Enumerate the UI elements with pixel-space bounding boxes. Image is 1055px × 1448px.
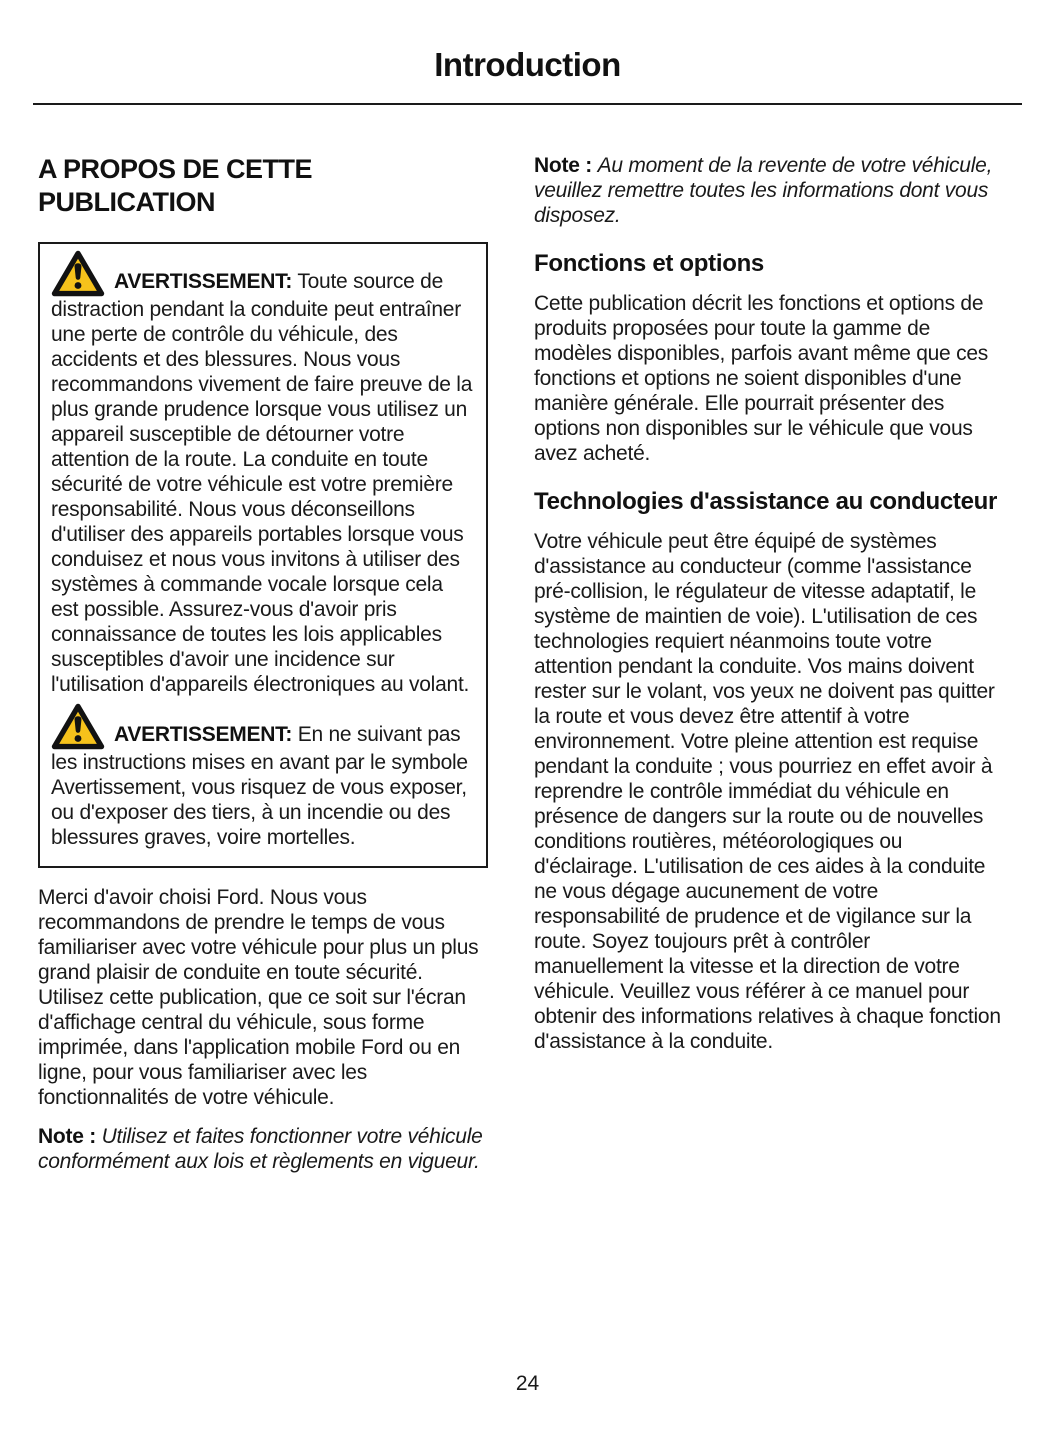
page-header	[33, 46, 1022, 105]
section-heading-about-publication: A PROPOS DE CETTE PUBLICATION	[38, 154, 313, 217]
warning-paragraph-2	[51, 703, 475, 850]
warning-paragraph-1	[51, 250, 475, 697]
left-column	[38, 153, 488, 1174]
header-divider	[33, 103, 1022, 105]
warning-box	[38, 242, 488, 868]
note-text: Utilisez et faites fonctionner votre véhicule conformément aux lois et règlements en vigueur.	[38, 1125, 483, 1173]
section-heading-technologies-assistance: Technologies d'assistance au conducteur	[534, 488, 998, 515]
right-column	[534, 153, 1002, 1174]
warning-text: Toute source de distraction pendant la conduite peut entraîner une perte de contrôle du véhicule, des accidents et des blessures. Nous vous recommandons vivement de faire preuve de la plus grande prudence lorsque vous utilisez un appareil susceptible de détourner votre attention de la route. La conduite en toute sécurité de votre véhicule est votre première responsabilité. Nous vous déconseillons d'utiliser des appareils portables lorsque vous conduisez et nous vous invitons à utiliser des systèmes à commande vocale lorsque cela est possible. Assurez-vous d'avoir pris connaissance de toutes les lois applicables susceptibles d'avoir une incidence sur l'utilisation d'appareils électroniques au volant.	[51, 270, 473, 696]
page-title: Introduction	[434, 46, 621, 83]
warning-text: En ne suivant pas les instructions mises en avant par le symbole Avertissement, vous risquez de vous exposer, ou d'exposer des tiers, à un incendie ou des blessures graves, voire mortelles.	[51, 723, 468, 849]
intro-paragraph: Merci d'avoir choisi Ford. Nous vous recommandons de prendre le temps de vous familiariser avec votre véhicule pour plus un plus grand plaisir de conduite en toute sécurité. Utilisez cette publication, que ce soit sur l'écran d'affichage central du véhicule, sous forme imprimée, dans l'application mobile Ford ou en ligne, pour vous familiariser avec les fonctionnalités de votre véhicule.	[38, 886, 479, 1109]
note-label: Note :	[534, 154, 592, 177]
note-label: Note :	[38, 1125, 96, 1148]
note-right	[534, 153, 1002, 228]
technologies-assistance-paragraph: Votre véhicule peut être équipé de systèmes d'assistance au conducteur (comme l'assistance pré-collision, le régulateur de vitesse adaptatif, le système de maintien de voie). L'utilisation de ces technologies requiert néanmoins toute votre attention pendant la conduite. Vos mains doivent rester sur le volant, vos yeux ne doivent pas quitter la route et vous devez être attentif à votre environnement. Votre pleine attention est requise pendant la conduite ; vous pourriez en effet avoir à reprendre le contrôle immédiat du véhicule en présence de dangers sur la route ou de nouvelles conditions routières, météorologiques ou d'éclairage. L'utilisation de ces aides à la conduite ne vous dégage aucunement de votre responsabilité de prudence et de vigilance sur la route. Soyez toujours prêt à contrôler manuellement la vitesse et la direction de votre véhicule. Veuillez vous référer à ce manuel pour obtenir des informations relatives à chaque fonction d'assistance à la conduite.	[534, 530, 1001, 1053]
fonctions-et-options-paragraph: Cette publication décrit les fonctions et options de produits proposées pour toute la gamme de modèles disponibles, parfois avant même que ces fonctions et options ne soient disponibles d'une manière générale. Elle pourrait présenter des options non disponibles sur le véhicule que vous avez acheté.	[534, 292, 989, 465]
warning-label: AVERTISSEMENT:	[114, 270, 293, 293]
note-text: Au moment de la revente de votre véhicule, veuillez remettre toutes les informations dont vous disposez.	[534, 154, 993, 227]
content-columns	[33, 153, 1022, 1174]
page-number: 24	[515, 1372, 540, 1395]
warning-triangle-icon	[51, 703, 105, 750]
warning-label: AVERTISSEMENT:	[114, 723, 293, 746]
section-heading-fonctions-et-options: Fonctions et options	[534, 250, 764, 277]
warning-triangle-icon	[51, 250, 105, 297]
note-left	[38, 1124, 488, 1174]
